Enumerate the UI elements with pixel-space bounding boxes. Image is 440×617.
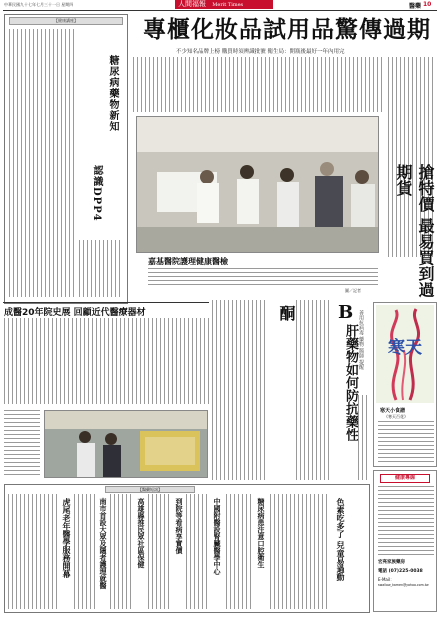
bottom-col3-text <box>110 494 134 609</box>
left-column <box>4 14 128 304</box>
bottom-col6-headline: 糖尿病患注意口腔衛生 <box>257 498 266 568</box>
middle-body-text-left <box>212 300 268 480</box>
contact-promo: 健康專線 <box>394 475 415 481</box>
lower-left-rule <box>3 302 209 303</box>
exhibition-image <box>45 411 208 478</box>
middle-vertical-headline: 酮 <box>277 305 296 321</box>
ad-caption-sub: 《寒天百花》 <box>384 414 408 419</box>
ad-brand: 寒天 <box>388 338 422 358</box>
bottom-col6-text <box>226 494 254 609</box>
left-body-text <box>9 29 75 297</box>
bottom-col7-text <box>270 494 330 609</box>
bottom-col2-headline: 南市首設大眾及隱者護理就醫 <box>99 498 108 589</box>
contact-phone-row <box>378 568 423 574</box>
lower-left-body-text <box>4 318 209 404</box>
main-subhead: 不少知名品牌上榜 購買時須辨識批號 衛生局：開瓶後最好一年內用完 <box>176 49 345 55</box>
bottom-col4-headline: 到院等看病享實價 <box>175 498 184 554</box>
left-banner-text: 【健康講座】 <box>54 18 78 23</box>
lower-left-headline: 成醫20年院史展 回顧近代醫療器材 <box>4 308 146 318</box>
contact-email-label: E-Mail： <box>378 577 395 582</box>
product-ad <box>373 302 437 467</box>
main-photo <box>136 116 379 253</box>
photo-caption-title: 嘉基醫院護理健康醫檢 <box>148 256 228 266</box>
newspaper-logo <box>175 0 273 9</box>
contact-promo-badge <box>380 474 430 483</box>
bottom-col3-headline: 高雄縣推民眾社區保健 <box>137 498 146 568</box>
hepatitis-title-letter: B <box>338 302 354 323</box>
hospital-scene-image <box>137 117 379 253</box>
hepatitis-body-text <box>358 395 370 480</box>
bottom-col7-headline: 色素吃多了 兒童易過動 <box>336 498 346 581</box>
header-rule <box>3 10 437 11</box>
hepatitis-title-text: 肝藥物如何防抗藥性 <box>343 324 358 441</box>
page-number: 10 <box>423 1 432 8</box>
right-vertical-headline: 搶特價 最易買到過期貨 <box>394 164 435 298</box>
main-body-text <box>133 57 385 112</box>
bottom-col1-text <box>8 494 60 609</box>
date-line: 中華民國九十七年七月三十一日 星期四 <box>4 2 74 7</box>
lower-left-photo <box>44 410 208 478</box>
contact-phone: (07)225-0038 <box>388 569 423 574</box>
contact-email: swallow_kamen@yahoo.com.tw <box>378 583 429 587</box>
bottom-col1-headline: 虎尾老年醫學服務開幕 <box>62 498 72 578</box>
bottom-col5-headline: 中國附醫設腎臟醫學中心 <box>213 498 222 575</box>
photo-credit: 圖／記者 <box>345 288 361 293</box>
logo-text: 人間福報 <box>178 0 206 8</box>
lower-left-photo-caption <box>4 410 40 478</box>
bottom-col5-text <box>186 494 210 609</box>
ad-art <box>376 305 434 403</box>
contact-ad-text <box>378 486 434 556</box>
contact-ad <box>373 470 437 612</box>
bottom-banner-text: 【醫藥短訊】 <box>138 487 162 492</box>
ad-recipe-text <box>378 421 434 465</box>
left-vertical-title-1: 糖尿病藥物新知 <box>107 55 118 132</box>
section-name: 醫藥 <box>409 3 422 10</box>
bottom-col2-text <box>74 494 96 609</box>
bottom-banner <box>105 486 195 493</box>
left-banner <box>9 17 123 25</box>
photo-caption-text <box>148 268 378 286</box>
hepatitis-subtitle: 善用抗病毒 藥物 醫師 提醒 <box>358 310 364 370</box>
masthead <box>0 0 440 10</box>
contact-line-1: 宏亮家族藥房 <box>378 560 405 565</box>
bottom-col4-text <box>148 494 172 609</box>
logo-subtitle: Merit Times <box>212 2 244 8</box>
left-body-text-2 <box>79 240 123 297</box>
contact-phone-label: 電話 <box>378 569 387 574</box>
left-vertical-title-2: 認識DPP4 <box>91 165 102 222</box>
middle-body-text-right <box>296 300 332 480</box>
ad-caption: 寒天小食譜 <box>380 408 406 414</box>
main-headline: 專櫃化妝品試用品驚傳過期 <box>143 16 431 43</box>
